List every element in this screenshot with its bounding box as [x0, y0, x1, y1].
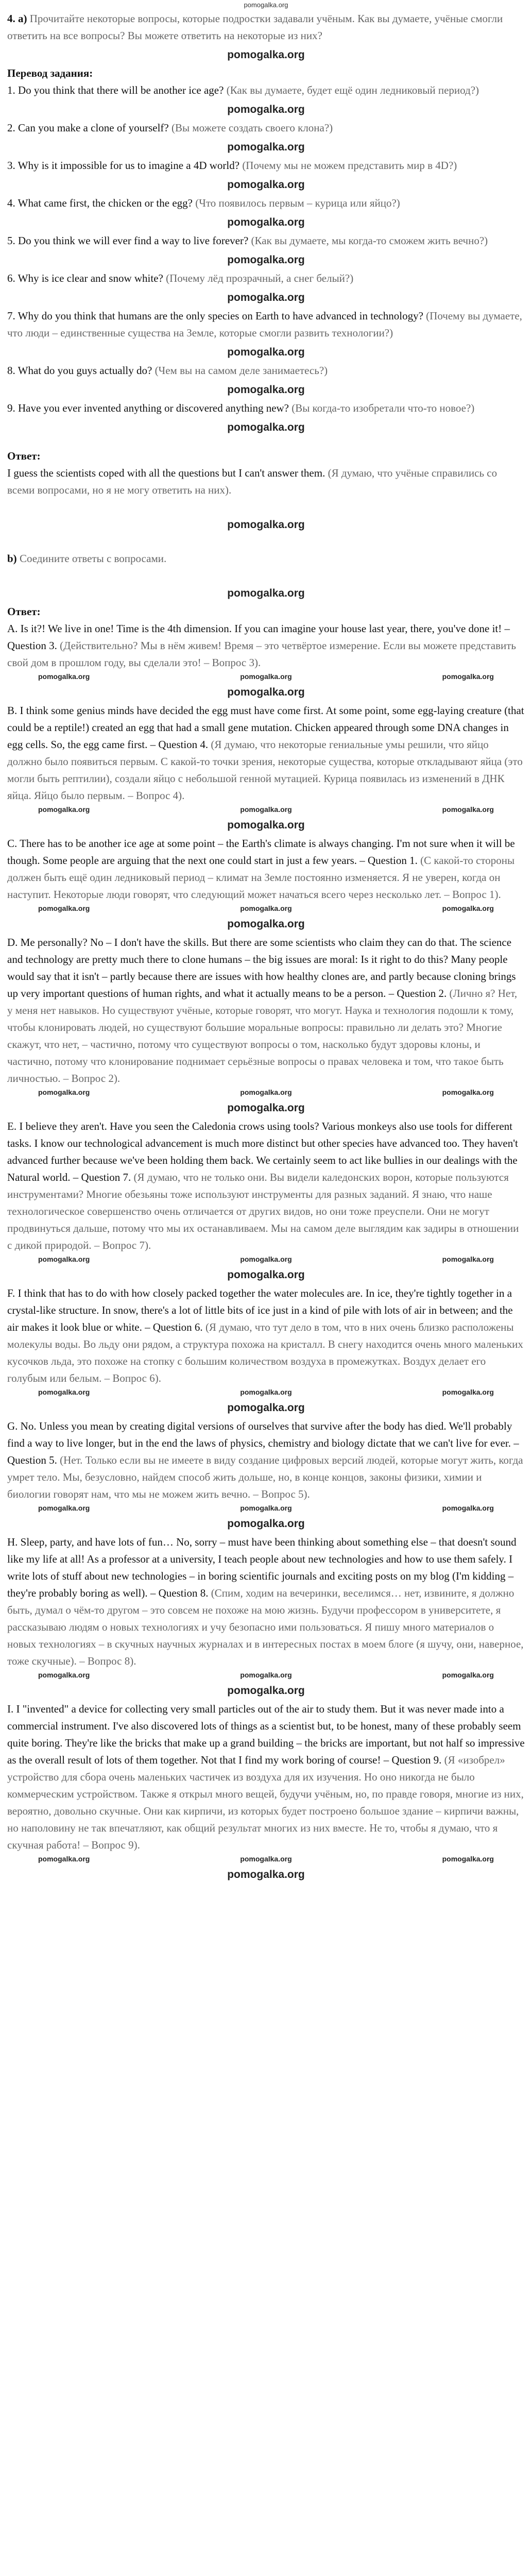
task-b-prompt: Соедините ответы с вопросами. — [19, 552, 167, 565]
watermark: pomogalka.org — [38, 904, 90, 912]
watermark: pomogalka.org — [227, 179, 305, 191]
answer-en: G. No. Unless you mean by creating digital versions of ourselves that survive after the body has died. We'll probably find a way to live longer, but in the end the laws of physics, chemistry and biology dictate that we can't live for ever. – Question 5. — [7, 1420, 519, 1466]
watermark: pomogalka.org — [240, 805, 292, 814]
watermark: pomogalka.org — [442, 1088, 494, 1096]
watermark: pomogalka.org — [227, 216, 305, 228]
answers-list — [7, 620, 525, 1882]
answer-en: C. There has to be another ice age at some point – the Earth's climate is always changing. I'm not sure when it will be though. Some people are arguing that the next one could start in just a few years. – Question 1. — [7, 837, 515, 867]
question-item — [7, 362, 525, 379]
watermark: pomogalka.org — [227, 519, 305, 531]
answer-item — [7, 1701, 525, 1854]
question-ru: (Почему вы думаете, что люди – единственные существа на Земле, которые смогли развить технологии?) — [7, 310, 522, 339]
answer-ru: (Я думаю, что некоторые гениальные умы решили, что яйцо должно было появиться первым. С какой-то точки зрения, некоторые существа, которые откладывают яйца (это могли быть рептилии), создали яйцо с небольшой генной мутацией. Курица появилась из изменений в ДНК яйца. Яйцо было первым. – Вопрос 4). — [7, 738, 523, 802]
task-number: 4. a) — [7, 12, 27, 25]
watermark: pomogalka.org — [227, 819, 305, 831]
watermark-row — [7, 671, 525, 682]
question-ru: (Как вы думаете, будет ещё один ледниковый период?) — [226, 84, 479, 96]
watermark: pomogalka.org — [442, 1855, 494, 1863]
answer-a — [7, 465, 525, 499]
watermark: pomogalka.org — [227, 1685, 305, 1697]
watermark-row — [7, 1503, 525, 1513]
watermark-row — [7, 1254, 525, 1264]
answer-item — [7, 620, 525, 671]
watermark: pomogalka.org — [227, 346, 305, 358]
question-item — [7, 270, 525, 287]
answer-item — [7, 1418, 525, 1503]
watermark: pomogalka.org — [240, 1855, 292, 1863]
answer-ru: (Спим, ходим на вечеринки, веселимся… нет, извините, я должно быть, думал о чём-то другом – это совсем не похоже на мою жизнь. Будучи профессором в университете, я рассказываю людям о новых технологиях и учу безопасно ими пользоваться. Я пишу много материалов о новых технологиях – в скучных научных журналах и в интересных постах в моем блоге (я шучу, они, наверное, тоже скучные). – Вопрос 8). — [7, 1587, 524, 1667]
answer-ru: (Я думаю, что тут дело в том, что в них очень близко расположены молекулы воды. Во льду они рядом, а структура похожа на кристалл. В снегу находится очень много маленьких кусочков льда, это похоже на стопку с большим количеством воздуха в промежутках. Воздух делает его голубым или белым. – Вопрос 6). — [7, 1321, 523, 1384]
question-ru: (Вы можете создать своего клона?) — [171, 122, 333, 134]
question-en: 4. What came first, the chicken or the egg? — [7, 197, 193, 209]
watermark: pomogalka.org — [227, 49, 305, 61]
answer-a-en: I guess the scientists coped with all the questions but I can't answer them. — [7, 467, 325, 479]
watermark: pomogalka.org — [442, 672, 494, 681]
question-en: 9. Have you ever invented anything or discovered anything new? — [7, 402, 289, 414]
question-ru: (Почему лёд прозрачный, а снег белый?) — [166, 272, 354, 284]
watermark: pomogalka.org — [227, 1518, 305, 1530]
question-ru: (Что появилось первым – курица или яйцо?) — [195, 197, 400, 209]
page — [7, 0, 525, 1885]
question-en: 5. Do you think we will ever find a way to live forever? — [7, 234, 249, 247]
answer-en: I. I "invented" a device for collecting very small particles out of the air to study them. But it was never made into a commercial instrument. I've also discovered lots of things as a scientist but, to be honest, many of these probably seem quite boring. They're like the bricks that make up a grand building – the bricks are important, but not half so impressive as the overall result of lots of them together. Not that I find my work boring of course! – Question 9. — [7, 1703, 525, 1766]
task-prompt: Прочитайте некоторые вопросы, которые подростки задавали учёным. Как вы думаете, учёные смогли ответить на все вопросы? Вы можете ответить на некоторые из них? — [7, 12, 503, 42]
watermark: pomogalka.org — [442, 904, 494, 912]
watermark: pomogalka.org — [442, 1504, 494, 1512]
watermark: pomogalka.org — [240, 1255, 292, 1263]
answer-ru: (Действительно? Мы в нём живем! Время – это четвёртое измерение. Если вы можете представить свой дом в прошлом году, вы сделали это! – Вопрос 3). — [7, 639, 516, 669]
question-en: 1. Do you think that there will be another ice age? — [7, 84, 224, 96]
watermark-row — [7, 1670, 525, 1680]
question-item — [7, 120, 525, 137]
answer-item — [7, 835, 525, 903]
answer-item — [7, 1118, 525, 1254]
watermark: pomogalka.org — [38, 672, 90, 681]
watermark: pomogalka.org — [38, 805, 90, 814]
watermark: pomogalka.org — [240, 1504, 292, 1512]
watermark: pomogalka.org — [38, 1388, 90, 1396]
watermark: pomogalka.org — [240, 1388, 292, 1396]
question-en: 6. Why is ice clear and snow white? — [7, 272, 163, 284]
watermark: pomogalka.org — [227, 1269, 305, 1281]
watermark: pomogalka.org — [38, 1255, 90, 1263]
watermark: pomogalka.org — [442, 1255, 494, 1263]
question-item — [7, 308, 525, 342]
answer-ru: (Лично я? Нет, у меня нет навыков. Но существуют учёные, которые говорят, что могут. Наука и технология подошли к тому, чтобы клонировать людей, но существуют большие моральные вопросы: правильно ли делать это? Многие скажут, что нет, – частично, потому что существуют вопросы о том, насколько будут здоровы клоны, и частично, потому что клонирование поднимает серьёзные вопросы о правах человека и том, что такое быть личностью. – Вопрос 2). — [7, 987, 518, 1084]
watermark: pomogalka.org — [227, 587, 305, 599]
answer-en: F. I think that has to do with how closely packed together the water molecules are. In ice, they're tightly together in a crystal-like structure. In snow, there's a lot of little bits of ice just in a kind of pile with lots of air in between; and the air makes it look blue or white. – Question 6. — [7, 1287, 513, 1333]
question-item — [7, 195, 525, 212]
question-ru: (Вы когда-то изобретали что-то новое?) — [291, 402, 475, 414]
questions-list — [7, 82, 525, 434]
answer-item — [7, 1534, 525, 1670]
watermark-row — [7, 1387, 525, 1397]
answer-en: D. Me personally? No – I don't have the skills. But there are some scientists who claim they can do that. The science and technology are pretty much there to clone humans – the big issues are moral: Is it right to do this? Many people would say that it isn't – partly because there are issues with how healthy clones are, and partly because cloning brings up very important questions of human rights, and what it actually means to be a person. – Question 2. — [7, 936, 516, 999]
question-ru: (Чем вы на самом деле занимаетесь?) — [155, 364, 328, 377]
watermark: pomogalka.org — [240, 1088, 292, 1096]
watermark: pomogalka.org — [240, 672, 292, 681]
answer-en: A. Is it?! We live in one! Time is the 4th dimension. If you can imagine your house last year, there, you've done it! – Question 3. — [7, 622, 510, 652]
watermark: pomogalka.org — [240, 1671, 292, 1679]
watermark: pomogalka.org — [227, 1869, 305, 1880]
watermark: pomogalka.org — [227, 421, 305, 433]
answer-ru: (С какой-то стороны должен быть ещё один ледниковый период – климат на Земле постоянно изменяется. Я не уверен, когда он наступит. Некоторые люди говорят, что следующий может начаться всего через несколько лет. – Вопрос 1). — [7, 854, 515, 901]
answer-ru: (Я думаю, что не только они. Вы видели каледонских ворон, которые пользуются инструментами? Многие обезьяны тоже используют инструменты для разных заданий. Я знаю, что наше технологическое совершенство очень отличается от других видов, но они тоже преуспели. Они не могут продвинуться дальше, потому что мы их останавливаем. Мы на самом деле выглядим как задиры в отношении с дикой природой. – Вопрос 7). — [7, 1171, 519, 1251]
watermark: pomogalka.org — [38, 1855, 90, 1863]
answer-item — [7, 1285, 525, 1387]
question-en: 7. Why do you think that humans are the only species on Earth to have advanced in technology? — [7, 310, 423, 322]
watermark: pomogalka.org — [227, 141, 305, 153]
watermark: pomogalka.org — [227, 1102, 305, 1114]
question-item — [7, 232, 525, 249]
watermark-row — [7, 804, 525, 815]
question-item — [7, 82, 525, 99]
watermark: pomogalka.org — [442, 1388, 494, 1396]
task-4b — [7, 550, 525, 567]
watermark: pomogalka.org — [227, 384, 305, 396]
watermark: pomogalka.org — [38, 1088, 90, 1096]
answer-en: B. I think some genius minds have decided the egg must have come first. At some point, some egg-laying creature (that could be a reptile!) created an egg that had a small gene mutation. Chicken appeared through some DNA changes in egg cells. So, the egg came first. – Question 4. — [7, 704, 524, 751]
watermark-row — [7, 1854, 525, 1864]
watermark: pomogalka.org — [442, 805, 494, 814]
answer-a-ru: (Я думаю, что учёные справились со всеми вопросами, но я не могу ответить на них). — [7, 467, 497, 496]
translation-title: Перевод задания: — [7, 67, 93, 79]
question-item — [7, 157, 525, 174]
watermark: pomogalka.org — [38, 1671, 90, 1679]
answer-item — [7, 702, 525, 804]
question-en: 3. Why is it impossible for us to imagine a 4D world? — [7, 159, 240, 172]
answer-item — [7, 934, 525, 1087]
question-ru: (Почему мы не можем представить мир в 4D?) — [242, 159, 457, 172]
watermark: pomogalka.org — [227, 686, 305, 698]
watermark: pomogalka.org — [442, 1671, 494, 1679]
watermark: pomogalka.org — [227, 918, 305, 930]
answer-label-a: Ответ: — [7, 450, 41, 462]
task-4a — [7, 10, 525, 44]
question-en: 2. Can you make a clone of yourself? — [7, 122, 169, 134]
task-b-number: b) — [7, 552, 17, 565]
question-ru: (Как вы думаете, мы когда-то сможем жить вечно?) — [251, 234, 488, 247]
site-header[interactable]: pomogalka.org — [244, 1, 288, 9]
answer-en: E. I believe they aren't. Have you seen the Caledonia crows using tools? Various monkeys also use tools for different tasks. I know our technological advancement is much more distinct but other species have advanced too. They haven't advanced further because we've been holding them back. We certainly seem to act like bullies in our dealings with the Natural world. – Question 7. — [7, 1120, 518, 1183]
question-item — [7, 400, 525, 417]
watermark: pomogalka.org — [227, 104, 305, 115]
watermark: pomogalka.org — [227, 254, 305, 266]
watermark-row — [7, 1087, 525, 1097]
watermark: pomogalka.org — [227, 1402, 305, 1414]
watermark: pomogalka.org — [227, 292, 305, 303]
answer-ru: (Я «изобрел» устройство для сбора очень маленьких частичек из воздуха для их изучения. Но оно никогда не было коммерческим устройством. Также я открыл много вещей, будучи учёным, но, по правде говоря, многие из них, вероятно, довольно скучные. Они как кирпичи, из которых будет построено большое здание – кирпичи важны, но наполовину не так впечатляют, как общий результат многих из них вместе. Не то, чтобы я думаю, что я скучная работа! – Вопрос 9). — [7, 1754, 524, 1851]
watermark: pomogalka.org — [38, 1504, 90, 1512]
question-en: 8. What do you guys actually do? — [7, 364, 152, 377]
watermark: pomogalka.org — [240, 904, 292, 912]
answer-label-b: Ответ: — [7, 605, 41, 618]
answer-en: H. Sleep, party, and have lots of fun… No, sorry – must have been thinking about something else – that doesn't sound like my life at all! As a professor at a university, I teach people about new technologies and how to use them safely. I write lots of stuff about new technologies – in boring scientific journals and exciting posts on my blog (I'm kidding – they're probably boring as well). – Question 8. — [7, 1536, 517, 1599]
answer-ru: (Нет. Только если вы не имеете в виду создание цифровых версий людей, которые могут жить, когда умрет тело. Мы, безусловно, найдем способ жить дольше, но, в конце концов, законы физики, химии и биологии говорят нам, что мы не можем жить вечно. – Вопрос 5). — [7, 1454, 523, 1500]
watermark-row — [7, 903, 525, 913]
